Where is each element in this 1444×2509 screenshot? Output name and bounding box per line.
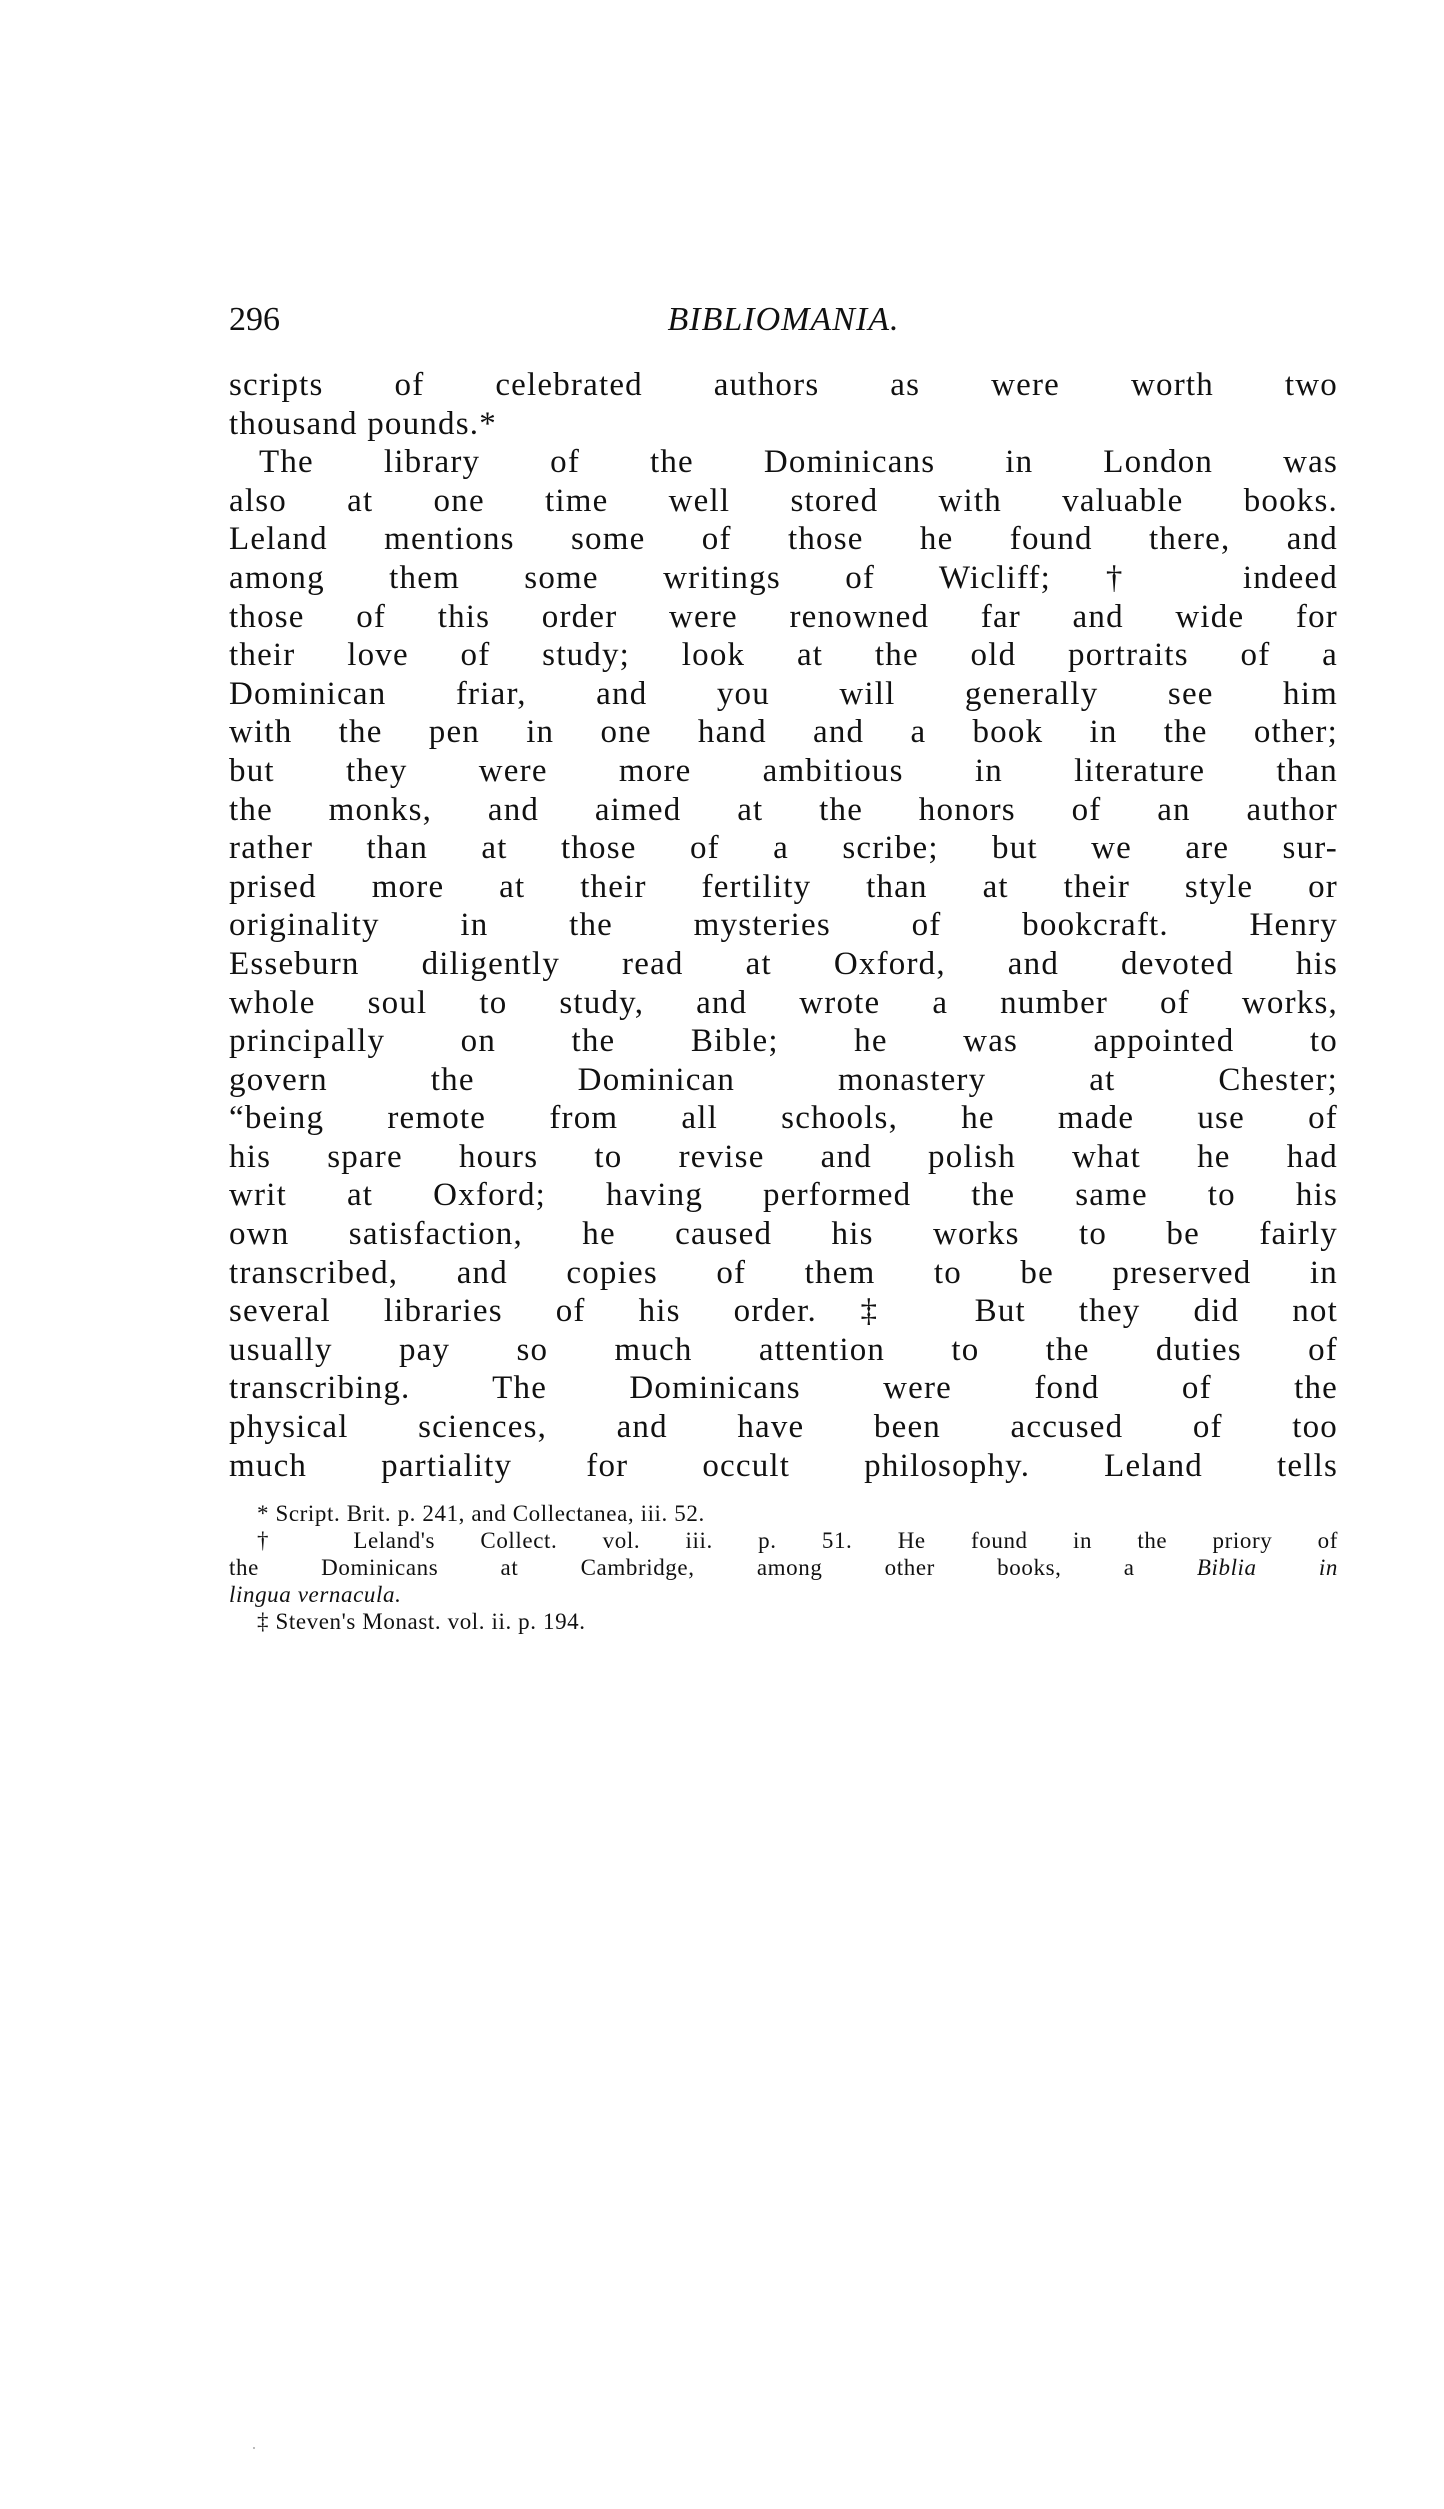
body-line: their love of study; look at the old portraits of a — [229, 637, 1338, 674]
body-line: writ at Oxford; having performed the same to his — [229, 1177, 1338, 1214]
body-line: usually pay so much attention to the duties of — [229, 1331, 1338, 1368]
footnote-2-line-1: † Leland's Collect. vol. iii. p. 51. He found in the priory of — [257, 1528, 1338, 1553]
body-line: govern the Dominican monastery at Chester; — [229, 1061, 1338, 1098]
body-line: the monks, and aimed at the honors of an author — [229, 791, 1338, 828]
body-line: Leland mentions some of those he found there, and — [229, 521, 1338, 558]
body-line: thousand pounds.* — [229, 405, 497, 442]
footnote-2-italic-cont: lingua vernacula. — [229, 1582, 402, 1607]
footnotes — [229, 1500, 1338, 1635]
body-line: prised more at their fertility than at their style or — [229, 868, 1338, 905]
body-line: also at one time well stored with valuable books. — [229, 482, 1338, 519]
body-line: Esseburn diligently read at Oxford, and devoted his — [229, 945, 1338, 982]
scan-speck — [253, 2447, 255, 2449]
footnote-2-line-3 — [229, 1581, 1338, 1608]
body-line: transcribed, and copies of them to be preserved in — [229, 1254, 1338, 1291]
body-line: transcribing. The Dominicans were fond of the — [229, 1370, 1338, 1407]
body-line: among them some writings of Wicliff;† indeed — [229, 559, 1338, 596]
body-line: principally on the Bible; he was appointed to — [229, 1023, 1338, 1060]
body-line: whole soul to study, and wrote a number of works, — [229, 984, 1338, 1021]
footnote-2-text: the Dominicans at Cambridge, among other books, a — [229, 1555, 1135, 1580]
body-line: originality in the mysteries of bookcraft. Henry — [229, 907, 1338, 944]
body-line: those of this order were renowned far and wide for — [229, 598, 1338, 635]
body-line: rather than at those of a scribe; but we are sur- — [229, 830, 1338, 867]
body-line: own satisfaction, he caused his works to be fairly — [229, 1216, 1338, 1253]
footnote-1: * Script. Brit. p. 241, and Collectanea, iii. 52. — [257, 1501, 705, 1526]
body-line: his spare hours to revise and polish what he had — [229, 1138, 1338, 1175]
body-line: several libraries of his order.‡ But they did not — [229, 1293, 1338, 1330]
body-line: but they were more ambitious in literature than — [229, 752, 1338, 789]
body-line: scripts of celebrated authors as were worth two — [229, 367, 1338, 403]
body-line: Dominican friar, and you will generally see him — [229, 675, 1338, 712]
body-line: much partiality for occult philosophy. Leland tells — [229, 1447, 1338, 1484]
footnote-2-italic: Biblia in — [1196, 1555, 1338, 1580]
body-line: “being remote from all schools, he made use of — [229, 1100, 1338, 1137]
running-title: BIBLIOMANIA. — [667, 301, 900, 338]
body-text — [229, 366, 1338, 1485]
body-line: physical sciences, and have been accused of too — [229, 1409, 1338, 1446]
body-line: The library of the Dominicans in London was — [259, 444, 1338, 481]
footnote-3: ‡ Steven's Monast. vol. ii. p. 194. — [257, 1609, 586, 1634]
body-line: with the pen in one hand and a book in the other; — [229, 714, 1338, 751]
footnote-2-line-2 — [229, 1554, 1338, 1581]
page-number: 296 — [229, 301, 280, 338]
running-header — [229, 298, 1338, 342]
